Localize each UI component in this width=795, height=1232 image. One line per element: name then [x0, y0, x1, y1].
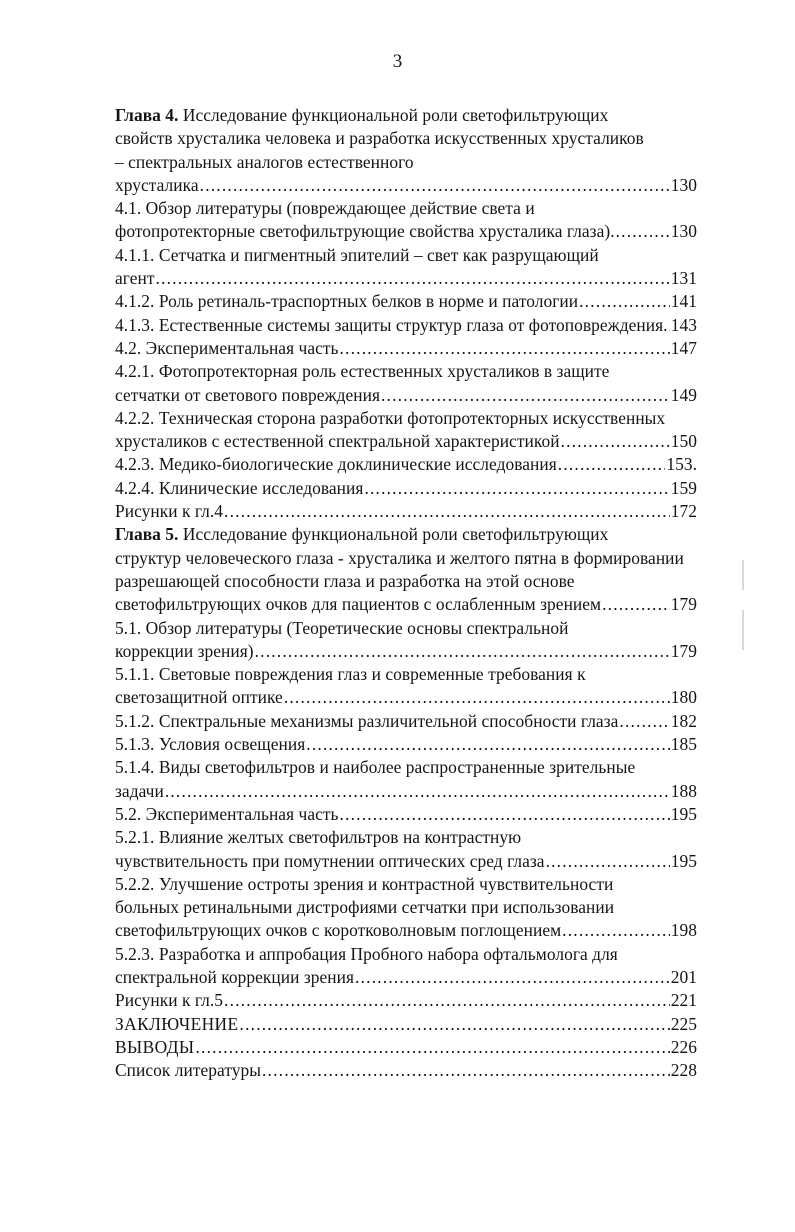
- toc-entry-text: 4.1.1. Сетчатка и пигментный эпителий – свет как разрущающий: [115, 244, 599, 265]
- dot-leader: [165, 780, 670, 803]
- toc-entry-5-2-2: [115, 873, 697, 943]
- toc-page-number: 195: [670, 850, 697, 871]
- toc-page-number: 226: [670, 1036, 697, 1057]
- dot-leader: [224, 989, 670, 1012]
- toc-entry-fig5: [115, 989, 697, 1012]
- toc-entry-last-line: [115, 593, 697, 616]
- toc-entry-4-1: [115, 197, 697, 244]
- toc-entry-text: 4.1. Обзор литературы (повреждающее действие света и: [115, 198, 535, 219]
- dot-leader: [284, 686, 670, 709]
- dot-leader: [200, 174, 670, 197]
- toc-page-number: 195: [670, 803, 697, 824]
- toc-entry-text: 5.1.1. Световые повреждения глаз и современные требования к: [115, 664, 586, 685]
- toc-entry-title: 4.2.3. Медико-биологические доклинические исследования: [115, 454, 557, 475]
- toc-entry-title: хрусталика: [115, 174, 199, 195]
- toc-entry-5-1: [115, 617, 697, 664]
- toc-entry-title: Список литературы: [115, 1060, 261, 1081]
- toc-entry-5-1-3: [115, 733, 697, 756]
- toc-page-number: 179: [670, 640, 697, 661]
- toc-entry-title: спектральной коррекции зрения: [115, 966, 355, 987]
- toc-chapter-lead: Глава 5.: [115, 524, 179, 545]
- toc-entry-text-line: [115, 663, 697, 686]
- toc-entry-last-line: [115, 1059, 697, 1082]
- toc-page-number: 182: [670, 710, 697, 731]
- toc-entry-4-2: [115, 337, 697, 360]
- toc-entry-last-line: [115, 850, 697, 873]
- toc-entry-5-2-3: [115, 943, 697, 990]
- toc-page-number: 198: [670, 920, 697, 941]
- toc-entry-last-line: [115, 1036, 697, 1059]
- toc-entry-last-line: [115, 919, 697, 942]
- toc-entry-text: 5.2.3. Разработка и аппробация Пробного набора офтальмолога для: [115, 943, 618, 964]
- dot-leader: [262, 1059, 670, 1082]
- toc-entry-text-line: [115, 197, 697, 220]
- dot-leader: [340, 803, 670, 826]
- dot-leader: [558, 453, 666, 476]
- page-number: 3: [392, 51, 403, 72]
- toc-entry-5-1-1: [115, 663, 697, 710]
- toc-entry-last-line: [115, 477, 697, 500]
- dot-leader: [306, 733, 669, 756]
- dot-leader: [546, 850, 670, 873]
- toc-entry-title: 4.2.4. Клинические исследования: [115, 477, 364, 498]
- dot-leader: [255, 640, 670, 663]
- toc-entry-text-line: [115, 617, 697, 640]
- toc-page-number: 150: [670, 431, 697, 452]
- toc-entry-last-line: [115, 174, 697, 197]
- toc-entry-text-line: [115, 943, 697, 966]
- toc-entry-last-line: [115, 220, 697, 243]
- toc-entry-text-line: [115, 104, 697, 127]
- toc-entry-last-line: [115, 384, 697, 407]
- toc-entry-last-line: [115, 453, 697, 476]
- toc-entry-last-line: [115, 267, 697, 290]
- toc-entry-last-line: [115, 1013, 697, 1036]
- toc-entry-title: светофильтрующих очков для пациентов с ослабленным зрением: [115, 594, 602, 615]
- toc-page-number: 172: [670, 501, 697, 522]
- toc-entry-4-1-3: [115, 314, 697, 337]
- toc-entry-last-line: [115, 710, 697, 733]
- toc-entry-text-line: [115, 523, 697, 546]
- toc-entry-5-1-2: [115, 710, 697, 733]
- toc-page-number: 130: [670, 174, 697, 195]
- toc-page-number: 225: [670, 1013, 697, 1034]
- dot-leader: [562, 919, 670, 942]
- toc-entry-text-line: [115, 896, 697, 919]
- scan-edge-mark: [742, 560, 744, 590]
- toc-page-number: 185: [670, 734, 697, 755]
- toc-entry-text-line: [115, 826, 697, 849]
- toc-entry-last-line: [115, 500, 697, 523]
- toc-entry-last-line: [115, 290, 697, 313]
- toc-entry-text: 5.2.2. Улучшение остроты зрения и контрастной чувствительности: [115, 873, 614, 894]
- toc-entry-4-2-1: [115, 360, 697, 407]
- toc-page-number: 201: [670, 966, 697, 987]
- toc-entry-text: 5.2.1. Влияние желтых светофильтров на контрастную: [115, 827, 522, 848]
- dot-leader: [156, 267, 670, 290]
- toc-entry-text: Исследование функциональной роли светофильтрующих: [182, 524, 609, 545]
- toc-entry-text: больных ретинальными дистрофиями сетчатки при использовании: [115, 897, 615, 918]
- toc-entry-refs: [115, 1059, 697, 1082]
- toc-entry-ch4: [115, 104, 697, 197]
- toc-entry-title: задачи: [115, 780, 164, 801]
- toc-entry-last-line: [115, 314, 697, 337]
- toc-entry-title: светозащитной оптике: [115, 687, 283, 708]
- toc-entry-text: разрешающей способности глаза и разработка на этой основе: [115, 570, 575, 591]
- toc-entry-text: 5.1. Обзор литературы (Теоретические основы спектральной: [115, 617, 569, 638]
- toc-entry-text-line: [115, 360, 697, 383]
- dot-leader: [669, 314, 670, 337]
- toc-entry-last-line: [115, 989, 697, 1012]
- dot-leader: [196, 1036, 670, 1059]
- toc-entry-last-line: [115, 780, 697, 803]
- toc-entry-text: – спектральных аналогов естественного: [115, 151, 414, 172]
- toc-page-number: 147: [670, 337, 697, 358]
- toc-entry-title: 5.1.3. Условия освещения: [115, 734, 306, 755]
- toc-entry-last-line: [115, 966, 697, 989]
- dot-leader: [561, 430, 670, 453]
- dot-leader: [381, 384, 670, 407]
- toc-entry-4-2-3: [115, 453, 697, 476]
- toc-entry-4-1-2: [115, 290, 697, 313]
- toc-entry-title: ВЫВОДЫ: [115, 1036, 195, 1057]
- dot-leader: [340, 337, 670, 360]
- toc-page-number: 179: [670, 594, 697, 615]
- toc-entry-4-1-1: [115, 244, 697, 291]
- toc-entry-text-line: [115, 127, 697, 150]
- toc-entry-title: 5.1.2. Спектральные механизмы различительной способности глаза: [115, 710, 619, 731]
- toc-entry-title: агент: [115, 268, 155, 289]
- toc-entry-title: фотопротекторные светофильтрующие свойства хрусталика глаза).: [115, 221, 615, 242]
- toc-entry-text: 5.1.4. Виды светофильтров и наиболее распространенные зрительные: [115, 757, 636, 778]
- toc-entry-text-line: [115, 756, 697, 779]
- toc-entry-text-line: [115, 547, 697, 570]
- table-of-contents: [115, 104, 697, 1082]
- toc-page-number: 188: [670, 780, 697, 801]
- scan-edge-mark: [742, 610, 744, 650]
- toc-entry-text: структур человеческого глаза - хрусталика и желтого пятна в формировании: [115, 547, 684, 568]
- toc-entry-last-line: [115, 337, 697, 360]
- toc-entry-title: Рисунки к гл.4: [115, 501, 224, 522]
- toc-page-number: 131: [670, 268, 697, 289]
- toc-entry-fig4: [115, 500, 697, 523]
- toc-page-number: 159: [670, 477, 697, 498]
- toc-page-number: 130: [670, 221, 697, 242]
- dot-leader: [240, 1013, 670, 1036]
- dot-leader: [224, 500, 670, 523]
- toc-entry-ch5: [115, 523, 697, 616]
- toc-entry-4-2-2: [115, 407, 697, 454]
- dot-leader: [355, 966, 670, 989]
- toc-entry-text-line: [115, 873, 697, 896]
- toc-entry-title: светофильтрующих очков с коротковолновым поглощением: [115, 920, 562, 941]
- toc-entry-text-line: [115, 407, 697, 430]
- toc-entry-title: чувствительность при помутнении оптических сред глаза: [115, 850, 545, 871]
- toc-page-number: 180: [670, 687, 697, 708]
- toc-entry-last-line: [115, 803, 697, 826]
- toc-entry-concl: [115, 1013, 697, 1036]
- dot-leader: [364, 477, 669, 500]
- toc-entry-text-line: [115, 244, 697, 267]
- toc-entry-title: 4.2. Экспериментальная часть: [115, 337, 339, 358]
- toc-page-number: 141: [670, 291, 697, 312]
- toc-entry-5-2-1: [115, 826, 697, 873]
- toc-chapter-lead: Глава 4.: [115, 105, 179, 125]
- toc-entry-title: ЗАКЛЮЧЕНИЕ: [115, 1013, 239, 1034]
- dot-leader: [616, 220, 670, 243]
- toc-entry-5-1-4: [115, 756, 697, 803]
- dot-leader: [619, 710, 669, 733]
- toc-page-number: 153.: [666, 454, 697, 475]
- toc-entry-text: 4.2.1. Фотопротекторная роль естественных хрусталиков в защите: [115, 361, 610, 382]
- toc-entry-findings: [115, 1036, 697, 1059]
- toc-page-number: 143: [670, 314, 697, 335]
- dot-leader: [579, 290, 670, 313]
- toc-entry-text: 4.2.2. Техническая сторона разработки фотопротекторных искусственных: [115, 407, 666, 428]
- toc-entry-title: Рисунки к гл.5: [115, 990, 224, 1011]
- toc-entry-text: свойств хрусталика человека и разработка искусственных хрусталиков: [115, 128, 644, 149]
- dot-leader: [602, 593, 670, 616]
- toc-page-number: 221: [670, 990, 697, 1011]
- toc-entry-last-line: [115, 430, 697, 453]
- toc-entry-title: хрусталиков с естественной спектральной характеристикой: [115, 431, 560, 452]
- toc-entry-4-2-4: [115, 477, 697, 500]
- toc-entry-title: коррекции зрения): [115, 640, 254, 661]
- toc-entry-last-line: [115, 686, 697, 709]
- toc-entry-last-line: [115, 733, 697, 756]
- toc-page-number: 228: [670, 1060, 697, 1081]
- toc-entry-text-line: [115, 151, 697, 174]
- toc-entry-title: сетчатки от светового повреждения: [115, 384, 380, 405]
- toc-entry-title: 5.2. Экспериментальная часть: [115, 803, 339, 824]
- toc-entry-5-2: [115, 803, 697, 826]
- toc-entry-title: 4.1.2. Роль ретиналь-траспортных белков в норме и патологии: [115, 291, 579, 312]
- toc-entry-last-line: [115, 640, 697, 663]
- toc-entry-text: Исследование функциональной роли светофильтрующих: [182, 105, 609, 125]
- toc-entry-title: 4.1.3. Естественные системы защиты структур глаза от фотоповреждения.: [115, 314, 668, 335]
- toc-page-number: 149: [670, 384, 697, 405]
- toc-entry-text-line: [115, 570, 697, 593]
